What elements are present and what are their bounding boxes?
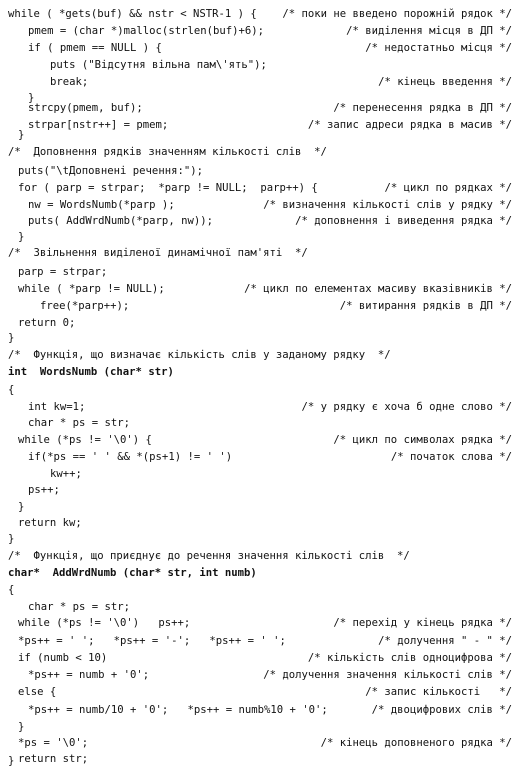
code-text: puts("\tДоповнені речення:"); [18, 165, 203, 177]
code-line [0, 363, 518, 381]
code-text: if (numb < 10) [18, 652, 108, 664]
code-comment: /* долучення значення кількості слів */ [263, 669, 512, 681]
code-text: char* AddWrdNumb (char* str, int numb) [8, 567, 257, 579]
code-text: ps++; [28, 484, 60, 496]
code-line [0, 346, 518, 364]
code-comment: /* поки не введено порожній рядок */ [282, 8, 512, 20]
code-comment: /* у рядку є хоча б одне слово */ [301, 401, 512, 413]
code-line [0, 99, 518, 117]
code-comment: /* кінець введення */ [378, 76, 512, 88]
code-text: parp = strpar; [18, 266, 108, 278]
code-line [0, 329, 518, 347]
code-text: } [28, 92, 35, 104]
code-comment: /* цикл по елементах масиву вказівників */ [244, 283, 512, 295]
code-comment: /* перенесення рядка в ДП */ [333, 102, 512, 114]
code-comment: /* запис адреси рядка в масив */ [307, 119, 512, 131]
code-text: /* Доповнення рядків значенням кількості слів */ [8, 146, 327, 158]
code-text: /* Звільнення виділеної динамічної пам'яті */ [8, 247, 308, 259]
code-line [0, 547, 518, 565]
code-comment: /* початок слова */ [390, 451, 512, 463]
code-line [0, 632, 518, 650]
code-text: pmem = (char *)malloc(strlen(buf)+6); [28, 25, 264, 37]
code-text: puts ("Відсутня вільна пам\'ять"); [50, 59, 267, 71]
code-text: } [8, 755, 15, 767]
code-text: return str; [18, 753, 89, 765]
code-line [0, 5, 518, 23]
code-comment: /* визначення кількості слів у рядку */ [263, 199, 512, 211]
code-comment: /* доповнення і виведення рядка */ [295, 215, 512, 227]
code-text: *ps++ = ' '; *ps++ = '-'; *ps++ = ' '; [18, 635, 286, 647]
code-text: if(*ps == ' ' && *(ps+1) != ' ') [28, 451, 233, 463]
code-line [0, 564, 518, 582]
code-text: kw++; [50, 468, 82, 480]
code-comment: /* двоцифрових слів */ [371, 704, 512, 716]
code-line [0, 39, 518, 57]
code-line [0, 649, 518, 667]
code-line [0, 56, 518, 74]
code-line [0, 381, 518, 399]
code-text: strpar[nstr++] = pmem; [28, 119, 169, 131]
code-line [0, 414, 518, 432]
code-text: } [8, 533, 15, 545]
code-text: return 0; [18, 317, 76, 329]
code-text: *ps++ = numb/10 + '0'; *ps++ = numb%10 + '0'; [28, 704, 328, 716]
code-text: while ( *parp != NULL); [18, 283, 165, 295]
code-text: strcpy(pmem, buf); [28, 102, 143, 114]
code-line [0, 297, 518, 315]
code-text: int WordsNumb (char* str) [8, 366, 174, 378]
code-text: } [18, 231, 25, 243]
code-line [0, 126, 518, 144]
code-text: int kw=1; [28, 401, 86, 413]
code-text: /* Функція, що визначає кількість слів у заданому рядку */ [8, 349, 391, 361]
code-text: if ( pmem == NULL ) { [28, 42, 162, 54]
code-text: /* Функція, що приєднує до речення значення кількості слів */ [8, 550, 410, 562]
code-text: } [18, 501, 25, 513]
code-comment: /* перехід у кінець рядка */ [333, 617, 512, 629]
code-line [0, 481, 518, 499]
code-text: } [18, 721, 25, 733]
code-text: { [8, 584, 15, 596]
code-line [0, 448, 518, 466]
code-line [0, 162, 518, 180]
code-text: while (*ps != '\0') ps++; [18, 617, 191, 629]
code-line [0, 244, 518, 262]
code-comment: /* недостатньо місця */ [365, 42, 512, 54]
code-line [0, 431, 518, 449]
code-text: free(*parp++); [40, 300, 130, 312]
code-text: puts( AddWrdNumb(*parp, nw)); [28, 215, 213, 227]
code-text: while ( *gets(buf) && nstr < NSTR-1 ) { [8, 8, 257, 20]
code-comment: /* цикл по рядках */ [384, 182, 512, 194]
code-comment: /* витирання рядків в ДП */ [339, 300, 512, 312]
code-line [0, 22, 518, 40]
code-text: *ps = '\0'; [18, 737, 89, 749]
code-line [0, 683, 518, 701]
code-text: nw = WordsNumb(*parp ); [28, 199, 175, 211]
code-text: char * ps = str; [28, 417, 131, 429]
code-line [0, 263, 518, 281]
code-text: char * ps = str; [28, 601, 131, 613]
code-comment: /* запис кількості */ [365, 686, 512, 698]
code-line [0, 614, 518, 632]
code-text: } [8, 332, 15, 344]
code-comment: /* долучення " - " */ [378, 635, 512, 647]
code-text: else { [18, 686, 57, 698]
code-line [0, 143, 518, 161]
code-comment: /* кількість слів одноцифрова */ [307, 652, 512, 664]
code-comment: /* виділення місця в ДП */ [346, 25, 512, 37]
code-comment: /* кінець доповненого рядка */ [320, 737, 512, 749]
code-line [0, 701, 518, 719]
code-line [0, 179, 518, 197]
code-comment: /* цикл по символах рядка */ [333, 434, 512, 446]
code-text: for ( parp = strpar; *parp != NULL; parp++) { [18, 182, 318, 194]
code-line [0, 666, 518, 684]
code-text: while (*ps != '\0') { [18, 434, 152, 446]
code-text: { [8, 384, 15, 396]
code-line [0, 530, 518, 548]
code-line [0, 752, 518, 770]
code-text: } [18, 129, 25, 141]
code-line [0, 280, 518, 298]
code-text: *ps++ = numb + '0'; [28, 669, 150, 681]
code-text: return kw; [18, 517, 82, 529]
code-line [0, 581, 518, 599]
code-text: break; [50, 76, 89, 88]
